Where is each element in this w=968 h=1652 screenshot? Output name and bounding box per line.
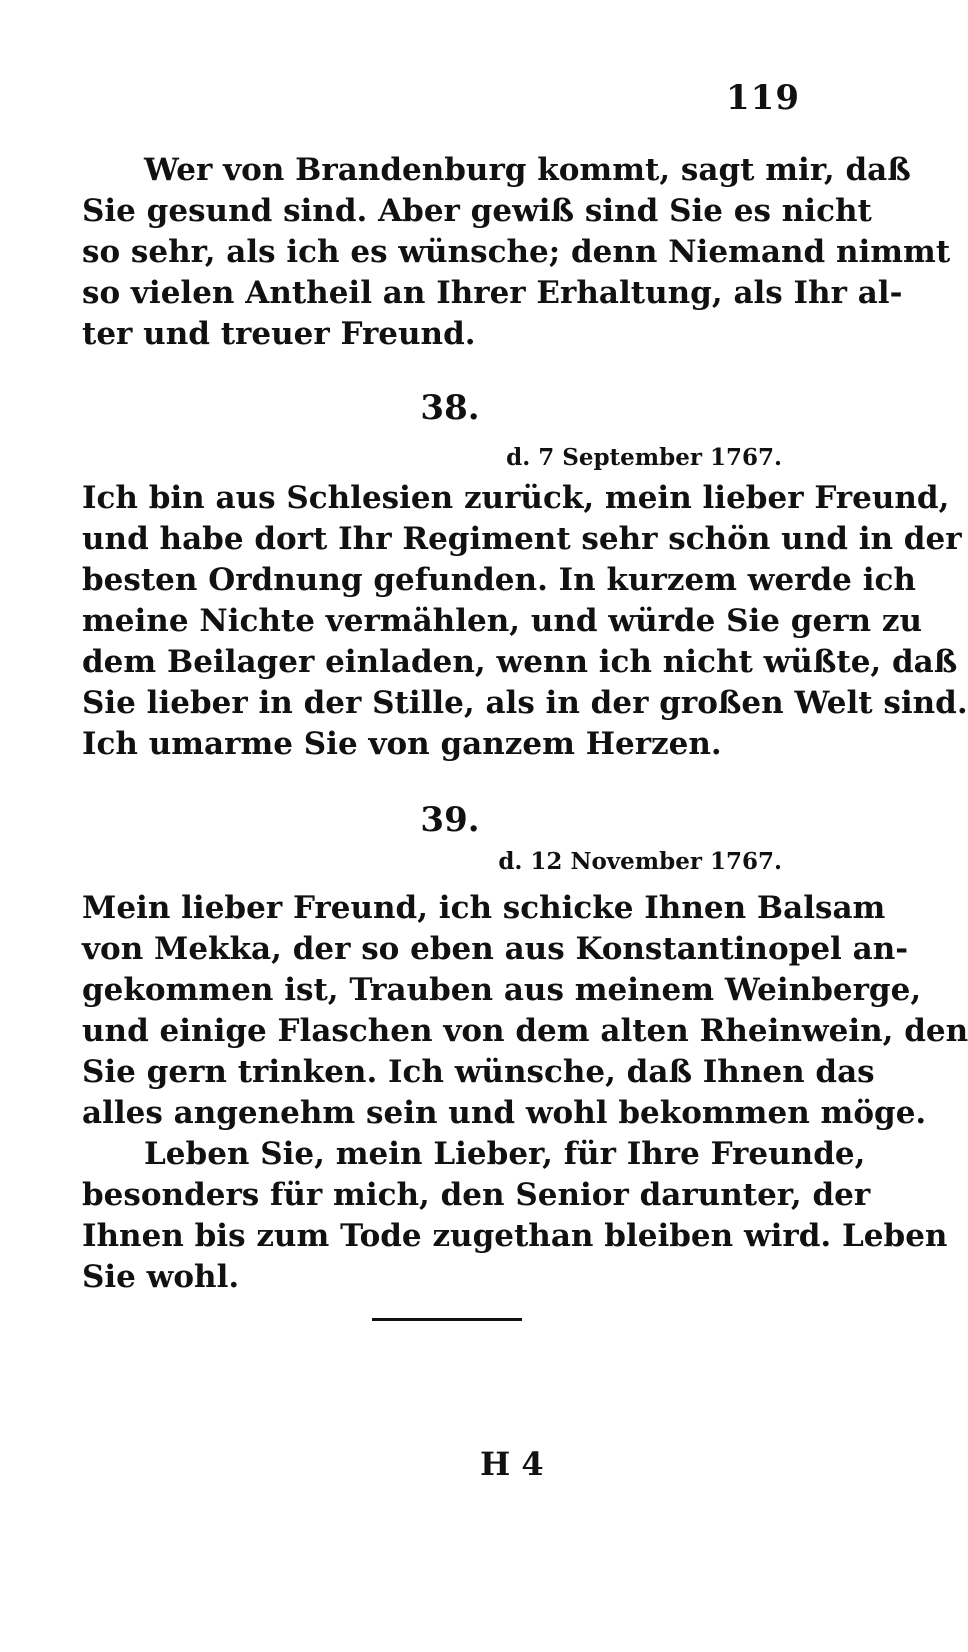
intro-paragraph [82,150,951,355]
letter-38-body [82,478,968,765]
text-line: alles angenehm sein und wohl bekommen möge. [82,1095,927,1131]
text-line: Sie lieber in der Stille, als in der großen Welt sind. [82,685,968,721]
text-line: von Mekka, der so eben aus Konstantinopel an- [82,931,909,967]
letter-number-38: 38. [420,388,480,428]
letter-39-body [82,888,968,1298]
text-line: gekommen ist, Trauben aus meinem Weinberge, [82,972,922,1008]
text-line: so sehr, als ich es wünsche; denn Niemand nimmt [82,234,951,270]
text-line: ter und treuer Freund. [82,316,476,352]
text-line: besonders für mich, den Senior darunter, der [82,1177,871,1213]
signature-mark: H 4 [480,1445,544,1483]
text-line: Ihnen bis zum Tode zugethan bleiben wird. Leben [82,1218,948,1254]
text-line: dem Beilager einladen, wenn ich nicht wüßte, daß [82,644,958,680]
text-line: Sie gern trinken. Ich wünsche, daß Ihnen das [82,1054,875,1090]
text-line: und habe dort Ihr Regiment sehr schön und in der [82,521,962,557]
closing-rule [372,1318,522,1321]
letter-date-39: d. 12 November 1767. [498,848,782,875]
text-line: Mein lieber Freund, ich schicke Ihnen Balsam [82,890,886,926]
text-line: Ich umarme Sie von ganzem Herzen. [82,726,722,762]
text-line: Sie gesund sind. Aber gewiß sind Sie es nicht [82,193,872,229]
letter-date-38: d. 7 September 1767. [506,444,782,471]
text-line: Wer von Brandenburg kommt, sagt mir, daß [144,152,911,188]
text-line: besten Ordnung gefunden. In kurzem werde ich [82,562,916,598]
text-line: Ich bin aus Schlesien zurück, mein lieber Freund, [82,480,950,516]
text-line: meine Nichte vermählen, und würde Sie gern zu [82,603,923,639]
letter-number-39: 39. [420,800,480,840]
text-line: und einige Flaschen von dem alten Rheinwein, den [82,1013,968,1049]
text-line: Sie wohl. [82,1259,240,1295]
page-number: 119 [726,78,800,118]
text-line: Leben Sie, mein Lieber, für Ihre Freunde, [144,1136,866,1172]
text-line: so vielen Antheil an Ihrer Erhaltung, als Ihr al- [82,275,903,311]
